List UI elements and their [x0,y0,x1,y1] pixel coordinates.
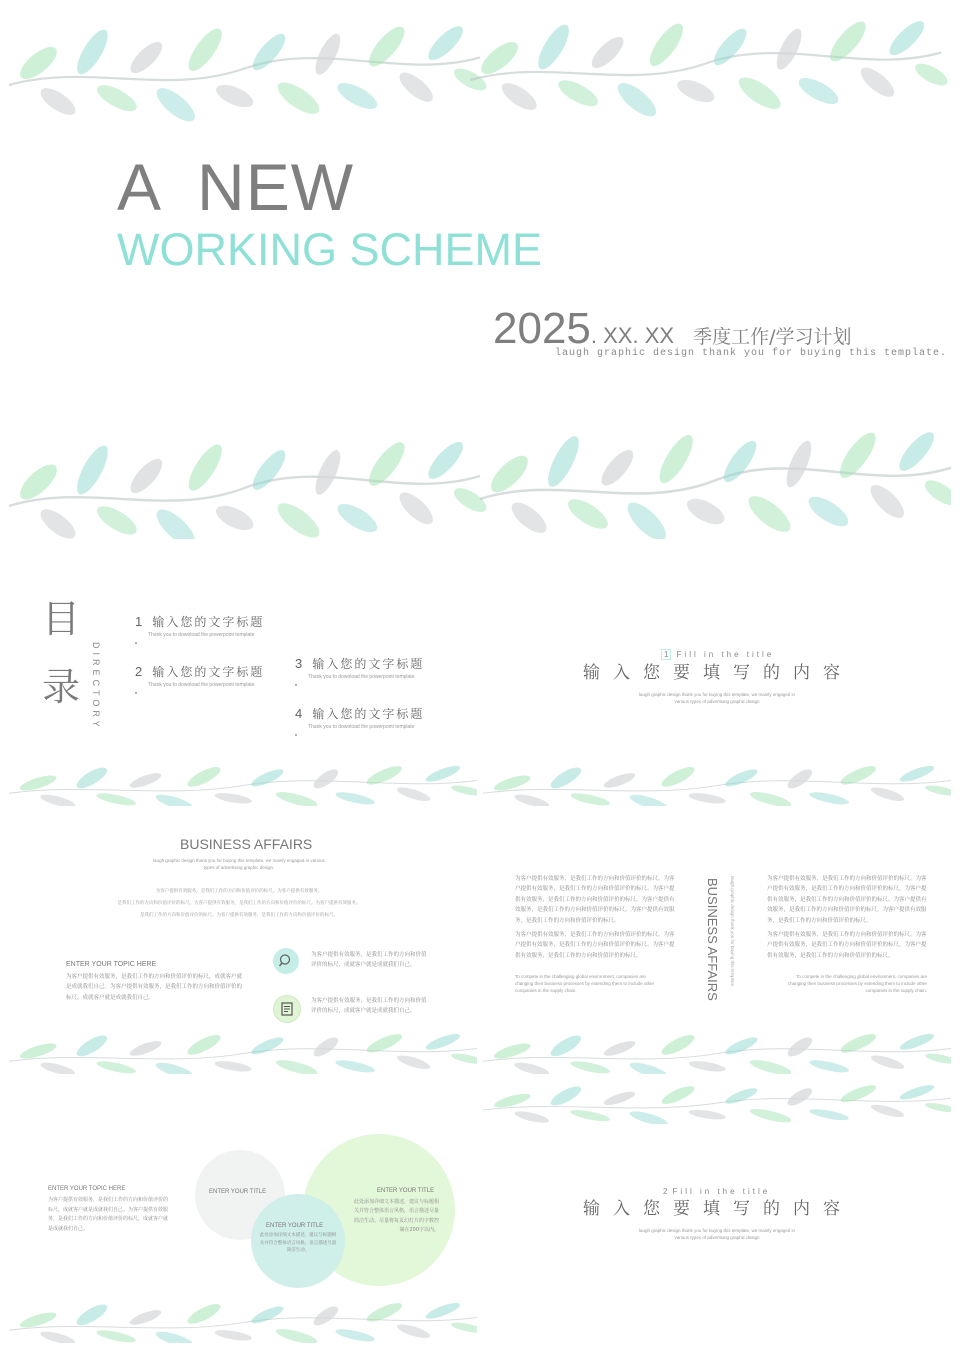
business2-left-text-3: To compete in the challenging global environment, companies are changing their business processes by extending them to include other companies in the supply chain. [515,974,655,993]
section-small-title: Fill in the title [672,1187,771,1196]
cover-slide [9,9,951,539]
toc-item-title: 输入您的文字标题 [312,707,425,721]
circle3-text: 此处添加详细文本描述，建议与标题相关并符合整体语言风格，语言描述尽量简洁生动。尽量将每页幻灯片的字数控制在200字以内。 [353,1199,439,1233]
toc-item-2[interactable] [135,661,264,694]
toc-item-number: 1 [135,614,143,629]
business2-vertical-title: BUSINESS AFFAIRS [705,878,720,1001]
leaf-decoration [9,1028,477,1074]
circle1-title: ENTER YOUR TITLE [209,1189,267,1195]
cover-year: 2025 [493,304,591,353]
cover-subtitle: laugh graphic design thank you for buying this template. [555,348,948,359]
business-title: BUSINESS AFFAIRS [180,836,313,852]
section2-title: 输入您要填写的内容 [583,1199,853,1219]
circle3-title: ENTER YOUR TITLE [377,1188,435,1194]
cover-title-line1: A NEW [117,150,355,224]
cover-cn-title: 季度工作/学习计划 [693,326,852,348]
circles-slide [9,1082,477,1343]
leaf-decoration-bottom [9,394,951,539]
toc-bullet-dot [135,692,137,694]
section1-title: 输入您要填写的内容 [583,663,853,683]
business2-right-text-3: To compete in the challenging global environment, companies are changing their business processes by extending them to include other companies in the supply chain. [787,974,927,993]
leaf-decoration [9,760,477,806]
toc-item-title: 输入您的文字标题 [152,615,265,629]
search-icon [273,948,299,974]
toc-item-4[interactable] [295,703,424,736]
section1-desc-2: various types of advertising graphic design [674,699,760,704]
business-subtitle-2: types of advertising graphic design. [203,865,275,870]
toc-item-number: 4 [295,706,303,721]
section1-slide [483,548,951,806]
leaf-decoration [483,1028,951,1074]
section2-desc-1: laugh graphic design thank you for buying this template, we mainly engaged in [638,1228,796,1233]
toc-item-3[interactable] [295,653,424,686]
business2-right-text-1: 为客户提供有效服务，是我们工作的方向和价值评价的标尺。为客户提供有效服务，是我们工作的方向和价值评价的标尺。为客户提供有效服务，是我们工作的方向和价值评价的标尺。为客户提供有效服务，是我们工作的方向和价值评价的标尺。为客户提供有效服务，是我们工作的方向和价值评价的标尺。 [767,876,927,924]
circle2-title: ENTER YOUR TITLE [266,1223,324,1229]
leaf-decoration [9,1297,477,1343]
toc-item-subtitle: Thank you to download the powerpoint template [148,682,255,688]
business-topic-text: 为客户提供有效服务，是我们工作的方向和价值评价的标尺，成就客户就是成就我们自己。为客户提供有效服务，是我们工作的方向和价值评价的标尺，成就客户就是成就我们自己。 [66,974,243,1001]
toc-item-1[interactable] [135,611,264,644]
cover-date-row [493,304,852,353]
toc-char-2: 录 [42,665,81,709]
toc-item-number: 2 [135,664,143,679]
toc-item-subtitle: Thank you to download the powerpoint template [308,724,415,730]
circles-topic-text: 为客户提供有效服务，是我们工作的方向和价值评价的标尺，成就客户就是成就我们自己。为客户提供有效服务，是我们工作的方向和价值评价的标尺，成就客户就是成就我们自己。 [48,1197,169,1232]
toc-char-1: 目 [42,597,81,641]
business-subtitle-1: laugh graphic design thank you for buying this template, we mainly engaged in various [153,858,325,863]
toc-item-number: 3 [295,656,303,671]
section2-slide [483,1082,951,1343]
business2-left-text-1: 为客户提供有效服务，是我们工作的方向和价值评价的标尺。为客户提供有效服务，是我们工作的方向和价值评价的标尺。为客户提供有效服务，是我们工作的方向和价值评价的标尺。为客户提供有效服务，是我们工作的方向和价值评价的标尺。为客户提供有效服务，是我们工作的方向和价值评价的标尺。 [515,876,675,924]
section2-desc-2: various types of advertising graphic design [674,1235,760,1240]
toc-item-subtitle: Thank you to download the powerpoint template [148,632,255,638]
business-item-2-text: 为客户提供有效服务，是我们工作的方向和价值评价的标尺，成就客户就是成就我们自己。 [311,998,427,1015]
cover-date-rest: . XX. XX [590,323,675,348]
section-number: 1 [661,649,671,660]
leaf-decoration [483,760,951,806]
business-topic-heading: ENTER YOUR TOPIC HERE [66,961,157,968]
business2-vertical-subtitle: laugh graphic design thank you for buying this template [730,876,735,987]
section-small-title: Fill in the title [676,650,775,659]
toc-bullet-dot [295,734,297,736]
toc-slide [9,548,477,806]
business-paragraph-1: 为客户提供有效服务，是我们工作的方向和价值评价的标尺。为客户提供有效服务。 [155,888,323,893]
document-icon [274,996,300,1022]
cover-title-line2: WORKING SCHEME [117,224,543,275]
business2-slide [483,814,951,1074]
leaf-decoration-top [9,9,951,134]
section1-desc-1: laugh graphic design thank you for buying this template, we mainly engaged in [638,692,796,697]
toc-bullet-dot [135,642,137,644]
business-slide [9,814,477,1074]
search-icon-circle [273,948,299,974]
toc-item-title: 输入您的文字标题 [152,665,265,679]
business-paragraph-2: 是我们工作的方向和价值评价的标尺。为客户提供有效服务，是我们工作的方向和价值评价的标尺。为客户提供有效服务。 [117,900,361,905]
business-item-1-text: 为客户提供有效服务，是我们工作的方向和价值评价的标尺，成就客户就是成就我们自己。 [311,952,427,969]
circle2-text: 此处添加详细文本描述，建议与标题相关并符合整体语言风格，语言描述尽量简洁生动。 [259,1233,337,1254]
toc-item-title: 输入您的文字标题 [312,657,425,671]
toc-item-subtitle: Thank you to download the powerpoint template [308,674,415,680]
business-paragraph-3: 是我们工作的方向和价值评价的标尺。为客户提供有效服务，是我们工作的方向和价值评价的标尺。 [140,912,338,917]
leaf-decoration-top [483,1082,951,1124]
section-number: 2 [663,1187,668,1196]
toc-bullet-dot [295,684,297,686]
toc-directory-label: DIRECTORY [91,642,101,731]
document-icon-circle [273,995,301,1023]
business2-left-text-2: 为客户提供有效服务，是我们工作的方向和价值评价的标尺。为客户提供有效服务，是我们工作的方向和价值评价的标尺。为客户提供有效服务，是我们工作的方向和价值评价的标尺。 [515,932,675,959]
business2-right-text-2: 为客户提供有效服务，是我们工作的方向和价值评价的标尺。为客户提供有效服务，是我们工作的方向和价值评价的标尺。为客户提供有效服务，是我们工作的方向和价值评价的标尺。 [767,932,927,959]
circles-topic-heading: ENTER YOUR TOPIC HERE [48,1186,126,1192]
